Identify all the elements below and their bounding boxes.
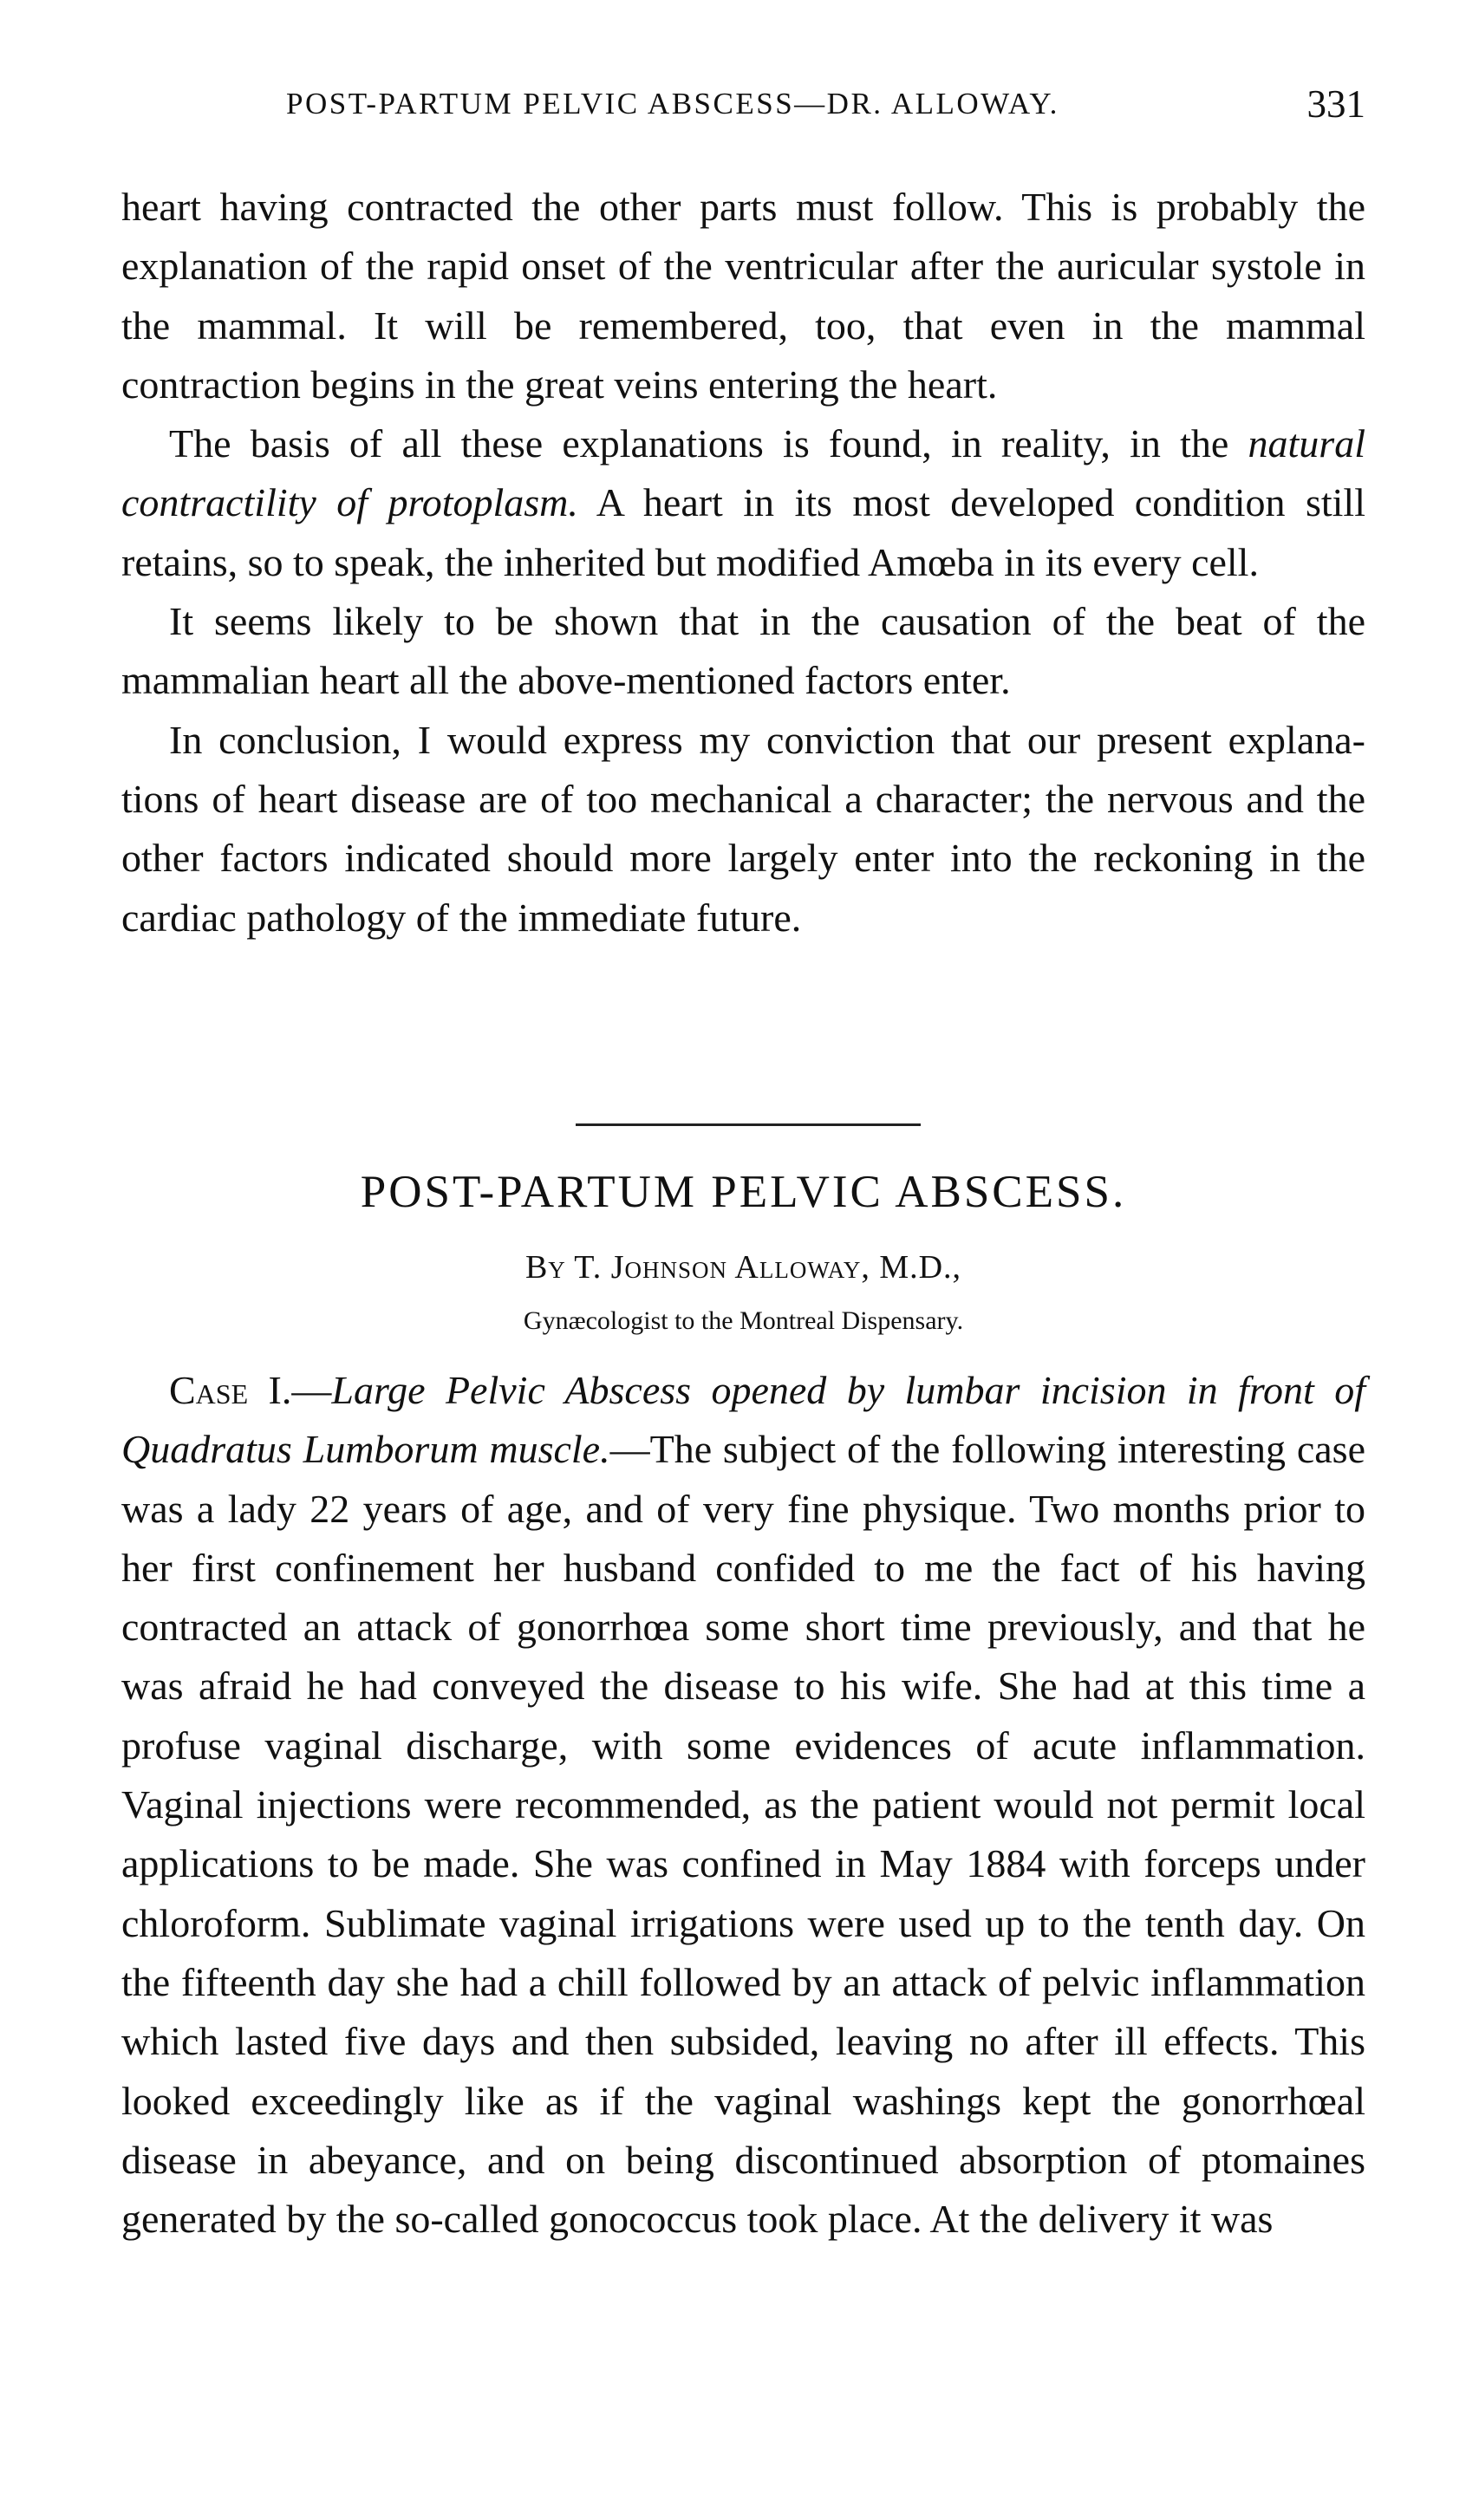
author-name: T. Johnson Alloway, M.D., bbox=[574, 1249, 962, 1286]
case-title: Large Pelvic Abscess opened by lumbar incision in front of Quadratus Lumborum muscle. bbox=[121, 1368, 1365, 1472]
case-text: —The subject of the following interesting case was a lady 22 years of age, and of very fine physique. Two months prior to her first confinement her husband confided to me the fact of his having contracted an attack of gonorrhœa some short time previously, and that he was afraid he had conveyed the disease to his wife. She had at this time a profuse vaginal discharge, with some evidences of acute inflammation. Vaginal injections were recommended, as the patient would not permit local applications to be made. She was confined in May 1884 with forceps under chloroform. Sublimate vaginal irrigations were used up to the tenth day. On the fifteenth day she had a chill followed by an attack of pelvic inflammation which lasted five days and then subsided, leaving no after ill effects. This looked exceedingly like as if the vaginal washings kept the gonorrhœal disease in abeyance, and on being discontinued absorption of ptomaines generated by the so-called gonococcus took place. At the delivery it was bbox=[121, 1427, 1365, 2242]
case-paragraph bbox=[121, 1361, 1365, 2249]
byline-prefix: By bbox=[524, 1249, 566, 1286]
paragraph-causation: It seems likely to be shown that in the causation of the beat of the mammalian heart all the above-mentioned factors enter. bbox=[121, 599, 1365, 703]
running-title: POST-PARTUM PELVIC ABSCESS—DR. ALLOWAY. bbox=[286, 87, 1059, 120]
body-text-top bbox=[121, 178, 1365, 947]
author-affiliation: Gynæcologist to the Montreal Dispensary. bbox=[523, 1306, 964, 1335]
case-label: Case I.— bbox=[169, 1368, 332, 1412]
paragraph-protoplasm bbox=[121, 414, 1365, 592]
paragraph-continued: heart having contracted the other parts must follow. This is probably the explanation of the rapid onset of the ventricular after the auricular systole in the mammal. It will be remembered, too, that even in the mammal contraction begins in the great veins entering the heart. bbox=[121, 185, 1365, 407]
section-divider bbox=[576, 1123, 921, 1126]
article-title: POST-PARTUM PELVIC ABSCESS. bbox=[360, 1167, 1127, 1217]
page-number: 331 bbox=[1306, 82, 1365, 126]
byline bbox=[121, 1248, 1365, 1286]
paragraph-italic: natural contractility of protoplasm. bbox=[121, 421, 1365, 525]
paragraph-conclusion: In conclusion, I would express my conviction that our present explanations of heart disease are of too mechanical a character; the nervous and the other factors indicated should more largely enter into the reckoning in the cardiac pathology of the immediate future. bbox=[121, 717, 1365, 940]
paragraph-text: A heart in its most developed condition still retains, so to speak, the inherited but modified Amœba in its every cell. bbox=[121, 480, 1365, 584]
paragraph-text: The basis of all these explanations is found, in reality, in the bbox=[169, 421, 1248, 466]
body-text-case bbox=[121, 1361, 1365, 2249]
running-head bbox=[121, 82, 1365, 139]
